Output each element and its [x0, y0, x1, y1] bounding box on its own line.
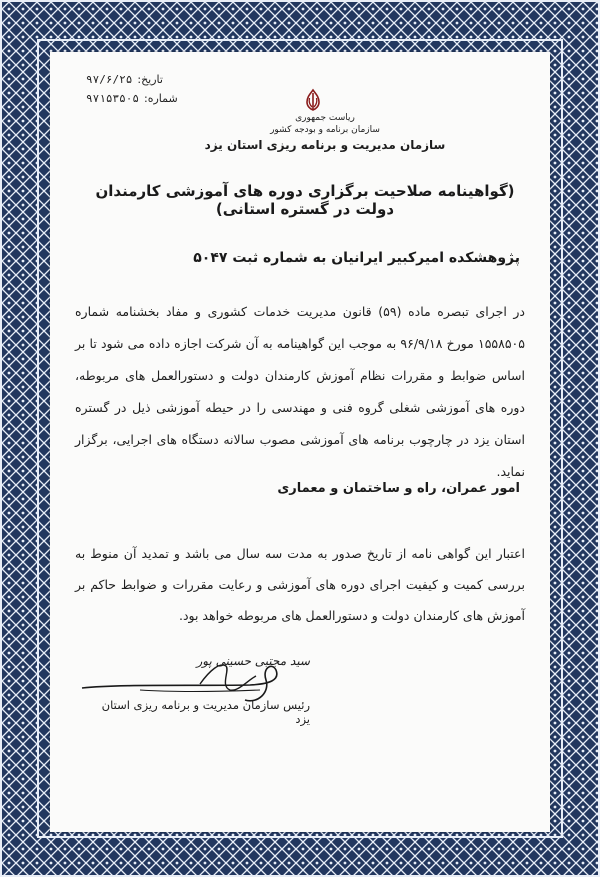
company-line: پژوهشکده امیرکبیر ایرانیان به شماره ثبت ۵۰۴۷	[193, 250, 520, 266]
issuer-header	[200, 112, 450, 154]
header-line-yazd-org: سازمان مدیریت و برنامه ریزی استان یزد	[204, 138, 446, 152]
number-label: شماره:	[143, 92, 178, 105]
header-line-presidency: ریاست جمهوری	[295, 113, 355, 123]
iran-emblem-icon	[302, 88, 324, 112]
number-row	[86, 89, 216, 108]
header-line-budget-org: سازمان برنامه و بودجه کشور	[270, 125, 380, 135]
date-label: تاریخ:	[137, 73, 163, 86]
document-meta	[86, 70, 216, 108]
signer-name: سید مجتبی حسینی پور	[196, 654, 310, 668]
authorization-paragraph: در اجرای تبصره ماده (۵۹) قانون مدیریت خدمات کشوری و مفاد بخشنامه شماره ۱۵۵۸۵۰۵ مورخ ۹۶/۹/۱۸ به موجب این گواهینامه به آن شرکت اجازه داده می شود تا بر اساس ضوابط و مقررات نظام آموزش کارمندان دولت و دستورالعمل های مربوطه، دوره های آموزشی شغلی گروه فنی و مهندسی را در حیطه آموزشی ذیل در گستره استان یزد در چارچوب برنامه های آموزشی مصوب سالانه دستگاه های اجرایی، برگزار نماید.	[75, 304, 526, 479]
certificate-title: (گواهینامه صلاحیت برگزاری دوره های آموزشی کارمندان دولت در گستره استانی)	[95, 182, 515, 218]
validity-paragraph: اعتبار این گواهی نامه از تاریخ صدور به مدت سه سال می باشد و تمدید آن منوط به بررسی کمیت و کیفیت اجرای دوره های آموزشی و رعایت مقررات و ضوابط حاکم بر آموزش های کارمندان دولت و دستورالعمل های مربوطه خواهد بود.	[75, 546, 525, 623]
signer-title: رئیس سازمان مدیریت و برنامه ریزی استان یزد	[101, 698, 310, 726]
training-field: امور عمران، راه و ساختمان و معماری	[277, 481, 520, 496]
number-value: ۹۷۱۵۳۵۰۵	[86, 92, 139, 105]
date-value: ۹۷/۶/۲۵	[86, 73, 133, 86]
date-row	[86, 70, 216, 89]
